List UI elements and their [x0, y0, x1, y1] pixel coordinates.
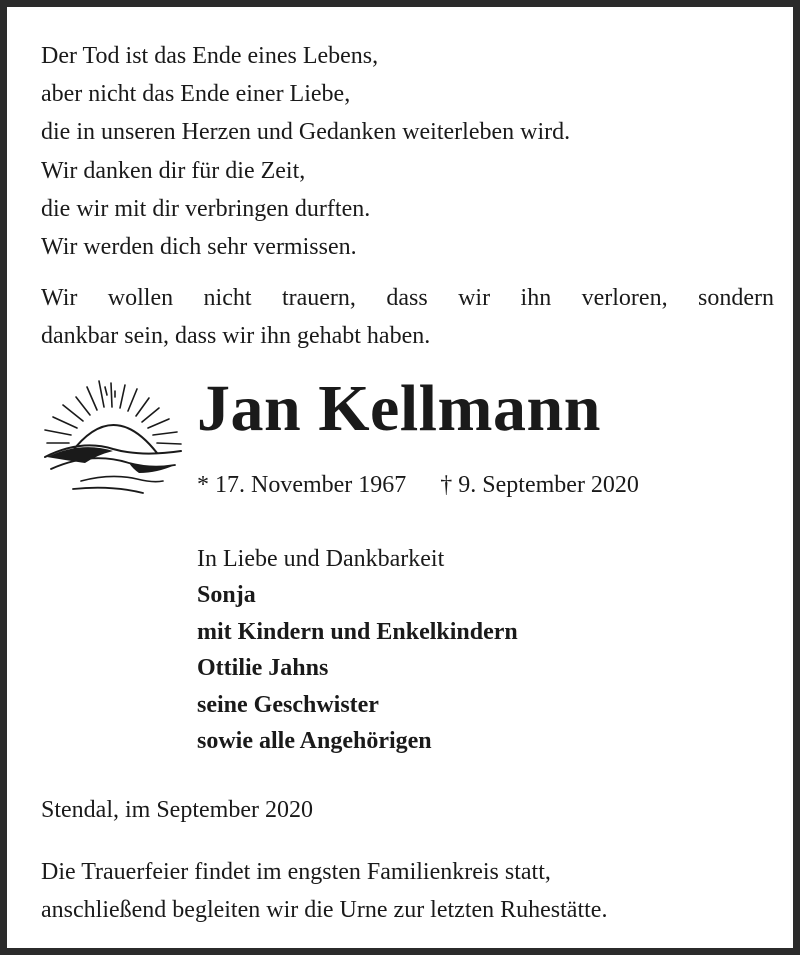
- poem-line: Wir danken dir für die Zeit,: [41, 157, 306, 184]
- poem-line: aber nicht das Ende einer Liebe,: [41, 81, 351, 108]
- sunrise-icon: [41, 377, 187, 499]
- mourners: [197, 541, 518, 759]
- death-date: † 9. September 2020: [440, 472, 639, 498]
- quote-line: Wir wollen nicht trauern, dass wir ihn verloren, sondern: [41, 285, 774, 311]
- poem-line: die in unseren Herzen und Gedanken weiterleben wird.: [41, 119, 571, 146]
- poem-line: Der Tod ist das Ende eines Lebens,: [41, 43, 379, 69]
- poem-line: Wir werden dich sehr vermissen.: [41, 234, 357, 261]
- notice-line: Die Trauerfeier findet im engsten Familienkreis statt,: [41, 859, 551, 885]
- quote: [41, 279, 774, 355]
- poem-line: die wir mit dir verbringen durften.: [41, 195, 371, 222]
- mourner-name: seine Geschwister: [197, 691, 379, 718]
- quote-line: dankbar sein, dass wir ihn gehabt haben.: [41, 323, 431, 349]
- mourner-name: mit Kindern und Enkelkindern: [197, 618, 518, 645]
- mourner-name: Ottilie Jahns: [197, 655, 329, 682]
- notice-line: anschließend begleiten wir die Urne zur letzten Ruhestätte.: [41, 897, 608, 923]
- deceased-name: Jan Kellmann: [197, 372, 601, 445]
- funeral-notice: [41, 853, 607, 929]
- birth-date: * 17. November 1967: [197, 472, 407, 498]
- mourner-name: Sonja: [197, 582, 256, 609]
- mourners-intro: In Liebe und Dankbarkeit: [197, 546, 445, 572]
- life-dates: [197, 469, 639, 501]
- place-date: Stendal, im September 2020: [41, 797, 313, 823]
- mourner-name: sowie alle Angehörigen: [197, 728, 432, 755]
- poem: [41, 37, 781, 266]
